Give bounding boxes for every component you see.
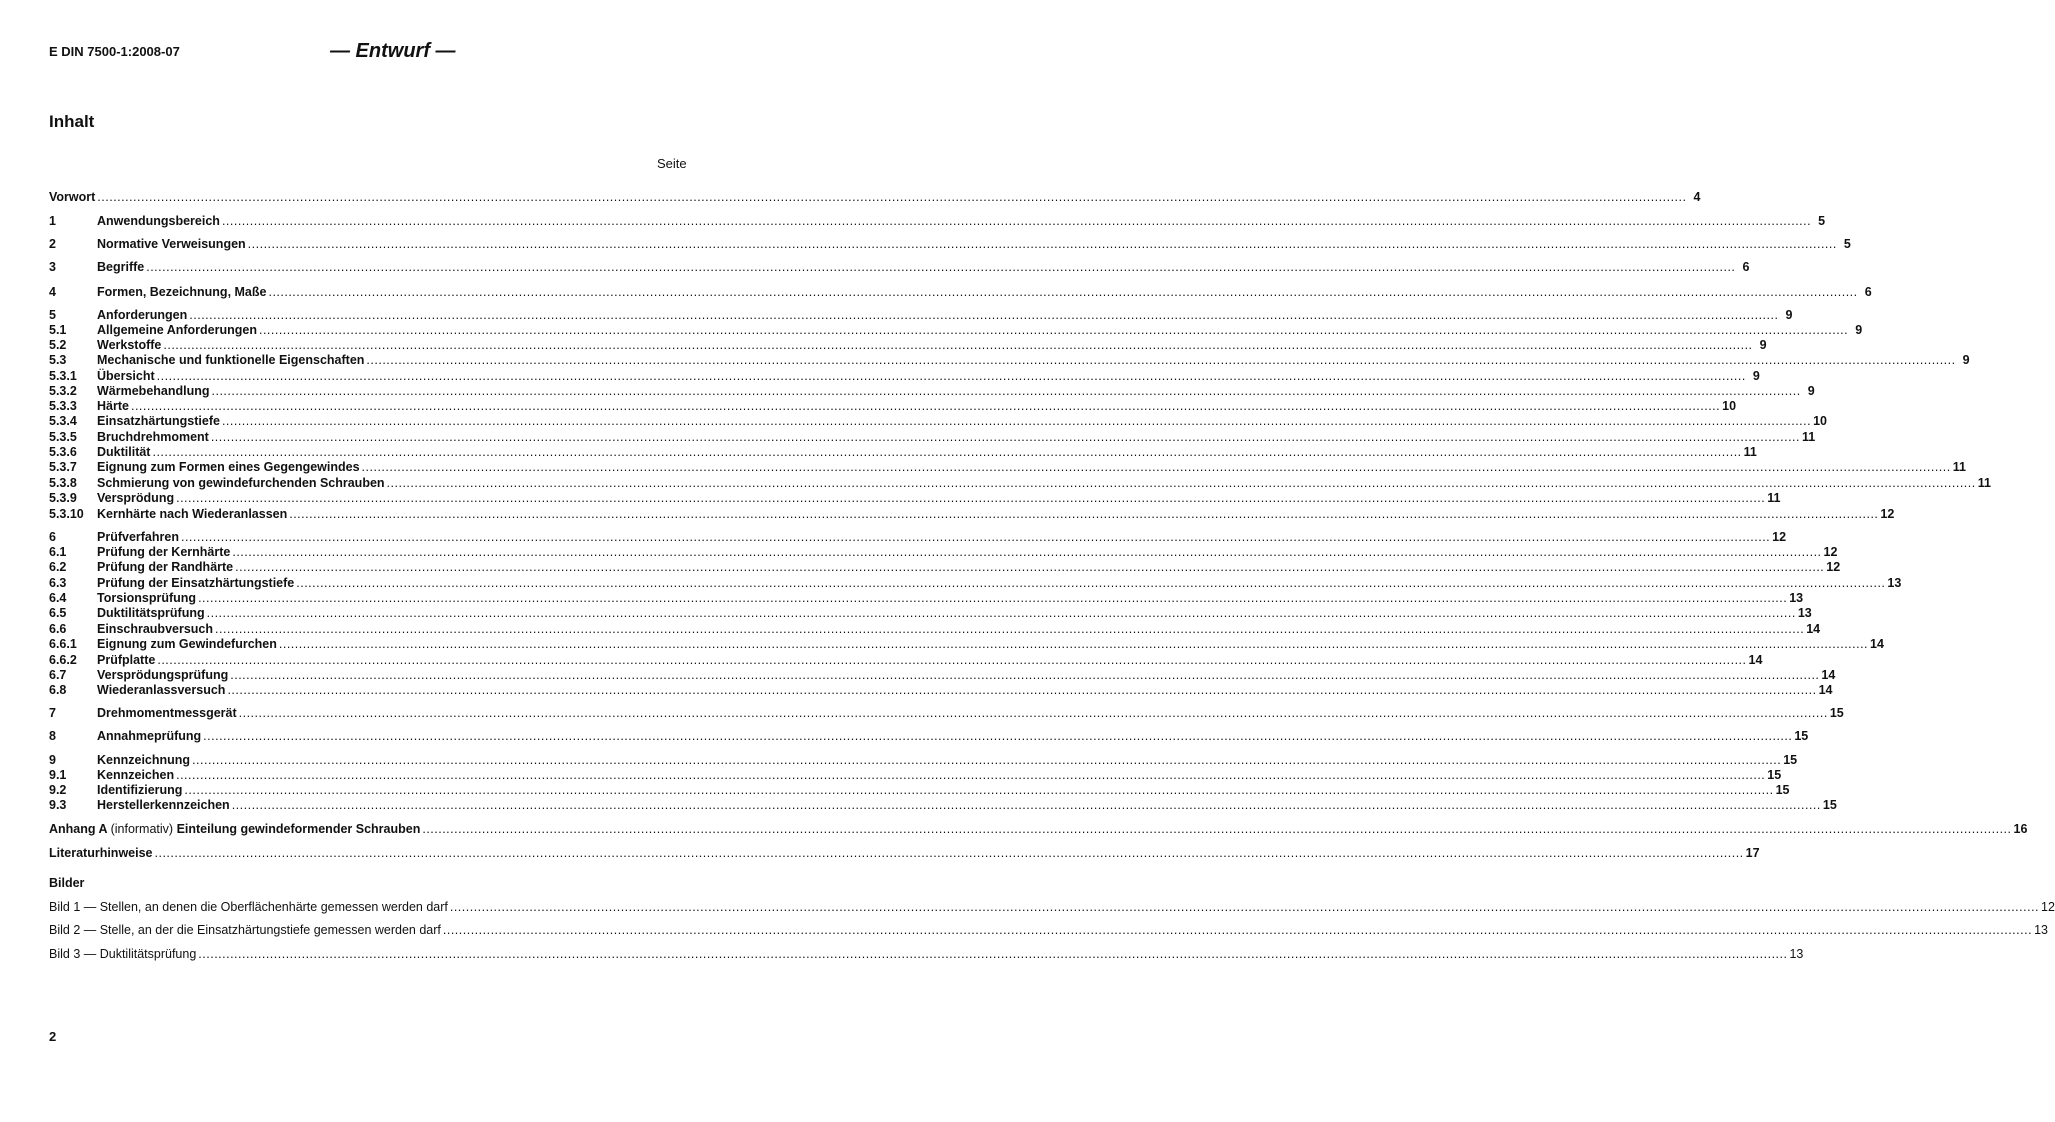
leader-dots: ................................................................................................................................................................................................................................................................................................................................................................................................................: [422, 822, 2012, 836]
toc-entry-page: 11: [1767, 491, 1781, 505]
toc-entry-page: 9: [1759, 338, 1767, 352]
toc-entry-page: 6: [1742, 260, 1750, 274]
toc-entry-number: 7: [49, 706, 56, 720]
toc-entry-page: 14: [1806, 622, 1821, 636]
toc-entry-number: 6.6.1: [49, 637, 77, 651]
toc-entry-page: 17: [1745, 846, 1760, 860]
toc-entry-title: Annahmeprüfung: [97, 729, 202, 743]
figure-entry-title: Bild 3 — Duktilitätsprüfung: [49, 947, 197, 961]
figure-entry[interactable]: [49, 946, 1804, 962]
toc-entry[interactable]: [49, 352, 1970, 368]
toc-entry[interactable]: [49, 506, 1895, 522]
toc-entry-title: Übersicht: [97, 369, 155, 383]
leader-dots: ................................................................................................................................................................................................................................................................................................................................................................................................................: [268, 285, 1858, 299]
leader-dots: ................................................................................................................................................................................................................................................................................................................................................................................................................: [232, 545, 1822, 559]
toc-entry-page: 9: [1752, 369, 1760, 383]
toc-entry-title: Kennzeichen: [97, 768, 175, 782]
toc-entry-number: 6.6.2: [49, 653, 77, 667]
toc-entry[interactable]: [49, 636, 1884, 652]
toc-entry-page: 16: [2013, 822, 2028, 836]
toc-entry-number: 6.7: [49, 668, 67, 682]
toc-entry-number: 5.3.4: [49, 414, 77, 428]
toc-entry[interactable]: [49, 490, 1781, 506]
toc-entry-number: 6: [49, 530, 56, 544]
toc-entry-page: 5: [1843, 237, 1851, 251]
toc-entry-title: Werkstoffe: [97, 338, 162, 352]
toc-entry-page: 11: [1802, 430, 1816, 444]
toc-entry-page: 11: [1977, 476, 1991, 490]
toc-entry-page: 13: [1797, 606, 1812, 620]
toc-entry-page: 14: [1821, 668, 1836, 682]
toc-entry-number: 5.3.8: [49, 476, 77, 490]
toc-entry-page: 13: [1789, 591, 1804, 605]
toc-entry[interactable]: [49, 307, 1793, 323]
toc-entry-page: 14: [1870, 637, 1884, 651]
toc-entry[interactable]: [49, 667, 1836, 683]
toc-entry[interactable]: [49, 383, 1815, 399]
leader-dots: ................................................................................................................................................................................................................................................................................................................................................................................................................: [210, 430, 1800, 444]
toc-entry-title: Literaturhinweise: [49, 846, 153, 860]
draft-label: — Entwurf —: [330, 40, 456, 62]
leader-dots: ................................................................................................................................................................................................................................................................................................................................................................................................................: [366, 353, 1956, 367]
leader-dots: ................................................................................................................................................................................................................................................................................................................................................................................................................: [97, 190, 1687, 204]
leader-dots: ................................................................................................................................................................................................................................................................................................................................................................................................................: [184, 783, 1774, 797]
leader-dots: ................................................................................................................................................................................................................................................................................................................................................................................................................: [130, 399, 1721, 413]
page-column-label: Seite: [657, 156, 687, 171]
leader-dots: ................................................................................................................................................................................................................................................................................................................................................................................................................: [152, 445, 1742, 459]
toc-entry-number: 5.3.5: [49, 430, 77, 444]
figure-entry-title: Bild 1 — Stellen, an denen die Oberflächenhärte gemessen werden darf: [49, 900, 448, 914]
toc-entry-number: 6.5: [49, 606, 67, 620]
annex-type: (informativ): [110, 822, 177, 836]
toc-entry-title: Versprödungsprüfung: [97, 668, 229, 682]
toc-entry[interactable]: [49, 429, 1816, 445]
toc-entry-number: 9: [49, 753, 56, 767]
toc-entry-number: 6.6: [49, 622, 67, 636]
toc-entry-page: 12: [1880, 507, 1895, 521]
toc-entry-title: Anforderungen: [97, 308, 188, 322]
toc-entry[interactable]: [49, 575, 1902, 591]
toc-entry[interactable]: [49, 189, 1701, 205]
toc-entry-page: 12: [1826, 560, 1841, 574]
toc-entry-number: 6.8: [49, 683, 67, 697]
leader-dots: ................................................................................................................................................................................................................................................................................................................................................................................................................: [221, 214, 1812, 228]
toc-entry[interactable]: [49, 322, 1863, 338]
toc-entry[interactable]: [49, 682, 1833, 698]
toc-entry[interactable]: [49, 259, 1750, 275]
figure-entry[interactable]: [49, 922, 2048, 938]
toc-entry-title: Herstellerkennzeichen: [97, 798, 230, 812]
leader-dots: ................................................................................................................................................................................................................................................................................................................................................................................................................: [163, 338, 1753, 352]
leader-dots: ................................................................................................................................................................................................................................................................................................................................................................................................................: [146, 260, 1736, 274]
toc-entry-title: Härte: [97, 399, 129, 413]
toc-entry[interactable]: [49, 845, 1760, 861]
toc-entry[interactable]: [49, 652, 1763, 668]
toc-entry[interactable]: [49, 544, 1838, 560]
leader-dots: ................................................................................................................................................................................................................................................................................................................................................................................................................: [278, 637, 1869, 651]
leader-dots: ................................................................................................................................................................................................................................................................................................................................................................................................................: [154, 846, 1744, 860]
toc-entry-number: 5.3.9: [49, 491, 77, 505]
toc-entry-page: 15: [1767, 768, 1782, 782]
toc-entry[interactable]: [49, 559, 1841, 575]
toc-entry-page: 15: [1829, 706, 1844, 720]
leader-dots: ................................................................................................................................................................................................................................................................................................................................................................................................................: [449, 900, 2040, 914]
toc-entry[interactable]: [49, 621, 1821, 637]
document-id: E DIN 7500-1:2008-07: [49, 44, 180, 59]
toc-entry-number: 6.4: [49, 591, 67, 605]
leader-dots: ................................................................................................................................................................................................................................................................................................................................................................................................................: [235, 560, 1825, 574]
toc-entry-page: 10: [1813, 414, 1828, 428]
toc-entry[interactable]: [49, 337, 1767, 353]
leader-dots: ................................................................................................................................................................................................................................................................................................................................................................................................................: [206, 606, 1796, 620]
toc-entry-title: Eignung zum Gewindefurchen: [97, 637, 277, 651]
toc-entry-title: Schmierung von gewindefurchenden Schrauben: [97, 476, 385, 490]
toc-entry-title: Wiederanlassversuch: [97, 683, 226, 697]
toc-entry-title: Identifizierung: [97, 783, 183, 797]
toc-entry[interactable]: [49, 797, 1837, 813]
figure-entry-page: 12: [2041, 900, 2055, 914]
toc-entry-number: 4: [49, 285, 56, 299]
toc-entry[interactable]: [49, 752, 1798, 768]
leader-dots: ................................................................................................................................................................................................................................................................................................................................................................................................................: [386, 476, 1976, 490]
leader-dots: ................................................................................................................................................................................................................................................................................................................................................................................................................: [157, 653, 1747, 667]
toc-entry-title: Begriffe: [97, 260, 145, 274]
toc-entry-title: Bruchdrehmoment: [97, 430, 209, 444]
toc-entry-title: Prüfung der Einsatzhärtungstiefe: [97, 576, 295, 590]
leader-dots: ................................................................................................................................................................................................................................................................................................................................................................................................................: [296, 576, 1886, 590]
toc-entry[interactable]: [49, 767, 1782, 783]
leader-dots: ................................................................................................................................................................................................................................................................................................................................................................................................................: [192, 753, 1782, 767]
toc-entry-number: 5.3.7: [49, 460, 77, 474]
toc-entry-number: 5.2: [49, 338, 67, 352]
toc-entry-page: 9: [1855, 323, 1863, 337]
toc-entry[interactable]: [49, 413, 1828, 429]
leader-dots: ................................................................................................................................................................................................................................................................................................................................................................................................................: [176, 768, 1766, 782]
leader-dots: ................................................................................................................................................................................................................................................................................................................................................................................................................: [203, 729, 1793, 743]
toc-entry-number: 5.1: [49, 323, 67, 337]
figure-entry-page: 13: [2034, 923, 2048, 937]
toc-entry-page: 15: [1822, 798, 1837, 812]
toc-entry-number: 5.3.3: [49, 399, 77, 413]
toc-entry-title: Allgemeine Anforderungen: [97, 323, 257, 337]
toc-entry-title: Prüfung der Randhärte: [97, 560, 234, 574]
toc-entry-page: 9: [1785, 308, 1793, 322]
figures-heading: Bilder: [49, 876, 85, 890]
toc-entry-page: 14: [1748, 653, 1763, 667]
toc-entry-title: Vorwort: [49, 190, 96, 204]
toc-entry[interactable]: [49, 236, 1851, 252]
toc-entry-page: 5: [1818, 214, 1826, 228]
toc-entry-title: Versprödung: [97, 491, 175, 505]
toc-entry[interactable]: [49, 398, 1737, 414]
leader-dots: ................................................................................................................................................................................................................................................................................................................................................................................................................: [215, 622, 1805, 636]
toc-entry-title: Torsionsprüfung: [97, 591, 197, 605]
toc-entry-page: 6: [1864, 285, 1872, 299]
toc-entry-page: 9: [1807, 384, 1815, 398]
toc-entry[interactable]: [49, 529, 1787, 545]
toc-entry-page: 13: [1887, 576, 1902, 590]
toc-entry[interactable]: [49, 590, 1804, 606]
toc-entry-number: 1: [49, 214, 56, 228]
leader-dots: ................................................................................................................................................................................................................................................................................................................................................................................................................: [156, 369, 1746, 383]
toc-entry-title: Wärmebehandlung: [97, 384, 210, 398]
toc-entry[interactable]: [49, 213, 1826, 229]
toc-entry-number: 9.1: [49, 768, 67, 782]
leader-dots: ................................................................................................................................................................................................................................................................................................................................................................................................................: [198, 591, 1788, 605]
leader-dots: ................................................................................................................................................................................................................................................................................................................................................................................................................: [176, 491, 1766, 505]
page-number: 2: [49, 1029, 57, 1044]
leader-dots: ................................................................................................................................................................................................................................................................................................................................................................................................................: [180, 530, 1771, 544]
toc-entry[interactable]: [49, 728, 1809, 744]
toc-entry-number: 9.3: [49, 798, 67, 812]
toc-entry-number: 5.3.1: [49, 369, 77, 383]
leader-dots: ................................................................................................................................................................................................................................................................................................................................................................................................................: [258, 323, 1849, 337]
toc-entry-number: 5: [49, 308, 56, 322]
toc-entry-title: Formen, Bezeichnung, Maße: [97, 285, 267, 299]
leader-dots: ................................................................................................................................................................................................................................................................................................................................................................................................................: [442, 923, 2033, 937]
toc-entry[interactable]: [49, 368, 1760, 384]
toc-entry-number: 2: [49, 237, 56, 251]
toc-entry-title: Prüfverfahren: [97, 530, 179, 544]
toc-entry-page: 15: [1794, 729, 1809, 743]
annex-title: Einteilung gewindeformender Schrauben: [176, 822, 421, 836]
leader-dots: ................................................................................................................................................................................................................................................................................................................................................................................................................: [189, 308, 1779, 322]
toc-entry-page: 10: [1722, 399, 1737, 413]
toc-entry-page: 12: [1772, 530, 1787, 544]
toc-entry[interactable]: [49, 705, 1844, 721]
toc-entry-page: 15: [1775, 783, 1790, 797]
toc-entry-title: Duktilität: [97, 445, 151, 459]
toc-entry-title: Anwendungsbereich: [97, 214, 220, 228]
toc-entry[interactable]: [49, 821, 2028, 837]
toc-entry-title: Kernhärte nach Wiederanlassen: [97, 507, 288, 521]
toc-entry-number: 5.3.10: [49, 507, 84, 521]
toc-entry-page: 15: [1783, 753, 1798, 767]
toc-entry-title: Mechanische und funktionelle Eigenschaften: [97, 353, 365, 367]
toc-entry[interactable]: [49, 284, 1872, 300]
toc-entry-title: Drehmomentmessgerät: [97, 706, 237, 720]
annex-prefix: Anhang A: [49, 822, 111, 836]
toc-entry-page: 9: [1962, 353, 1970, 367]
page-title: Inhalt: [49, 112, 95, 131]
leader-dots: ................................................................................................................................................................................................................................................................................................................................................................................................................: [238, 706, 1828, 720]
leader-dots: ................................................................................................................................................................................................................................................................................................................................................................................................................: [221, 414, 1812, 428]
toc-entry-title: Kennzeichnung: [97, 753, 191, 767]
toc-entry[interactable]: [49, 605, 1812, 621]
toc-entry-title: Eignung zum Formen eines Gegengewindes: [97, 460, 360, 474]
figure-entry-page: 13: [1789, 947, 1804, 961]
toc-entry-title: Duktilitätsprüfung: [97, 606, 205, 620]
toc-entry[interactable]: [49, 475, 1991, 491]
toc-entry-page: 11: [1952, 460, 1966, 474]
toc-entry[interactable]: [49, 459, 1966, 475]
toc-entry-number: 5.3.6: [49, 445, 77, 459]
toc-entry-title: Einschraubversuch: [97, 622, 214, 636]
leader-dots: ................................................................................................................................................................................................................................................................................................................................................................................................................: [361, 460, 1951, 474]
figure-entry-title: Bild 2 — Stelle, an der die Einsatzhärtungstiefe gemessen werden darf: [49, 923, 441, 937]
leader-dots: ................................................................................................................................................................................................................................................................................................................................................................................................................: [231, 798, 1821, 812]
toc-entry-number: 6.1: [49, 545, 67, 559]
leader-dots: ................................................................................................................................................................................................................................................................................................................................................................................................................: [289, 507, 1879, 521]
toc-entry-title: Prüfung der Kernhärte: [97, 545, 231, 559]
figure-entry[interactable]: [49, 899, 2055, 915]
leader-dots: ................................................................................................................................................................................................................................................................................................................................................................................................................: [247, 237, 1837, 251]
toc-entry-number: 5.3: [49, 353, 67, 367]
leader-dots: ................................................................................................................................................................................................................................................................................................................................................................................................................: [230, 668, 1820, 682]
toc-entry-page: 4: [1693, 190, 1701, 204]
toc-entry-number: 9.2: [49, 783, 67, 797]
toc-entry-page: 12: [1823, 545, 1838, 559]
toc-entry-number: 3: [49, 260, 56, 274]
toc-entry-title: [49, 821, 420, 837]
toc-entry-page: 11: [1743, 445, 1757, 459]
toc-entry-number: 5.3.2: [49, 384, 77, 398]
leader-dots: ................................................................................................................................................................................................................................................................................................................................................................................................................: [211, 384, 1801, 398]
toc-entry[interactable]: [49, 444, 1757, 460]
leader-dots: ................................................................................................................................................................................................................................................................................................................................................................................................................: [227, 683, 1817, 697]
toc-entry-page: 14: [1818, 683, 1833, 697]
toc-entry-number: 8: [49, 729, 56, 743]
toc-entry-title: Prüfplatte: [97, 653, 156, 667]
toc-entry-number: 6.2: [49, 560, 67, 574]
leader-dots: ................................................................................................................................................................................................................................................................................................................................................................................................................: [198, 947, 1788, 961]
toc-entry-number: 6.3: [49, 576, 67, 590]
toc-entry[interactable]: [49, 782, 1790, 798]
toc-entry-title: Einsatzhärtungstiefe: [97, 414, 220, 428]
toc-entry-title: Normative Verweisungen: [97, 237, 246, 251]
